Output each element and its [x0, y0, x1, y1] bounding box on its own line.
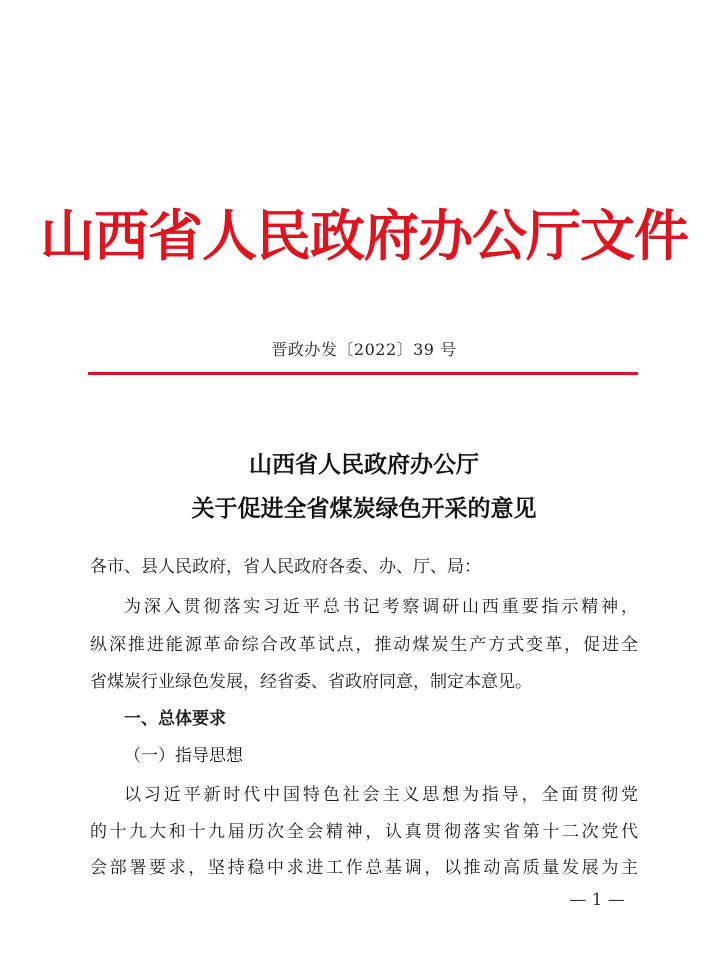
guiding-line-1: 以习近平新时代中国特色社会主义思想为指导，全面贯彻党	[124, 785, 638, 805]
guiding-line-2: 的十九大和十九届历次全会精神，认真贯彻落实省第十二次党代	[90, 822, 638, 842]
salutation: 各市、县人民政府，省人民政府各委、办、厅、局：	[90, 557, 481, 577]
intro-line-3: 省煤炭行业绿色发展，经省委、省政府同意，制定本意见。	[90, 672, 532, 692]
subsection-heading-guiding-thought: （一）指导思想	[124, 746, 243, 766]
page-number: — 1 —	[569, 890, 625, 910]
document-title-line-2: 关于促进全省煤炭绿色开采的意见	[191, 495, 537, 522]
issuing-authority-header: 山西省人民政府办公厅文件	[39, 203, 688, 268]
intro-line-1: 为深入贯彻落实习近平总书记考察调研山西重要指示精神，	[124, 597, 638, 617]
red-separator-line	[88, 372, 638, 375]
guiding-line-3: 会部署要求，坚持稳中求进工作总基调，以推动高质量发展为主	[90, 858, 638, 878]
intro-line-2: 纵深推进能源革命综合改革试点，推动煤炭生产方式变革，促进全	[90, 635, 638, 655]
document-number: 晋政办发〔2022〕39 号	[271, 340, 457, 359]
section-heading-overall-requirements: 一、总体要求	[124, 709, 226, 729]
document-title-line-1: 山西省人民政府办公厅	[249, 451, 479, 478]
